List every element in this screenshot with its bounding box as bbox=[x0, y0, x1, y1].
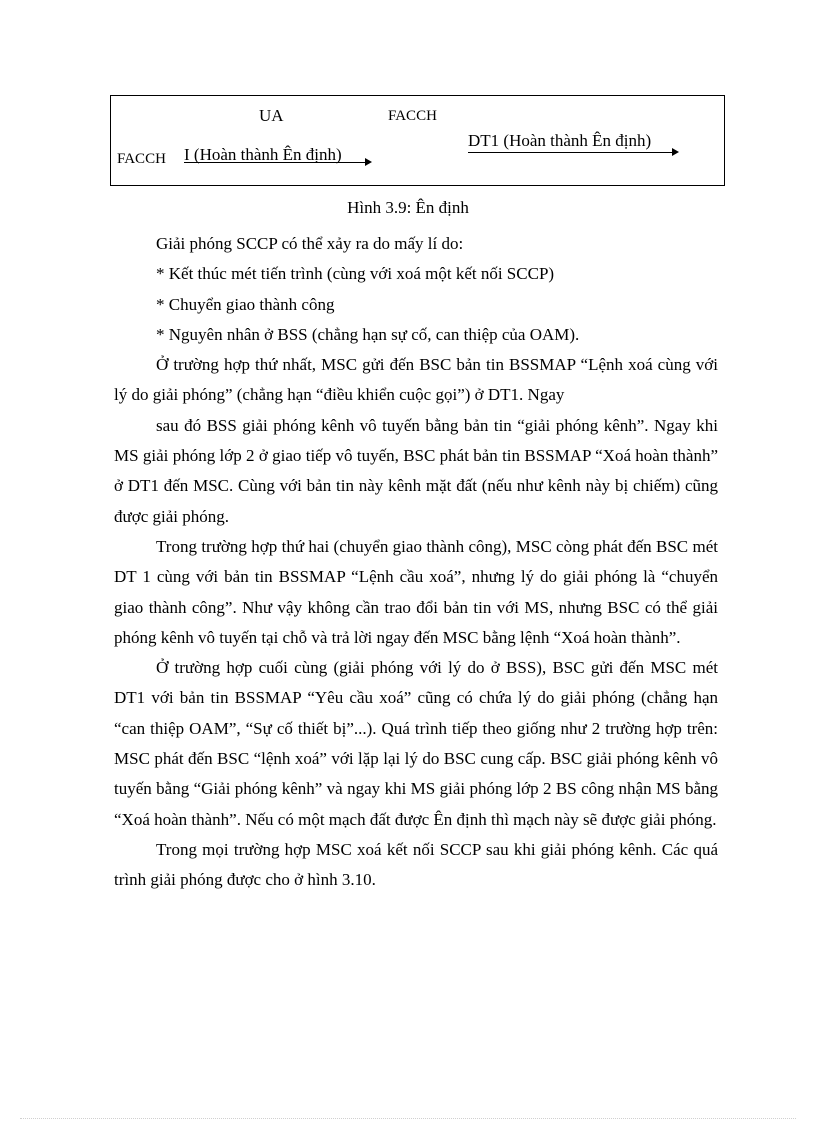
body-text bbox=[114, 229, 718, 896]
label-facch-left: FACCH bbox=[117, 151, 166, 167]
paragraph-case-one: Ở trường hợp thứ nhất, MSC gửi đến BSC bản tin BSSMAP “Lệnh xoá cùng với lý do giải phóng” (chẳng hạn “điều khiển cuộc gọi”) ở DT1. Ngay bbox=[114, 355, 718, 405]
paragraph-case-two: Trong trường hợp thứ hai (chuyển giao thành công), MSC còng phát đến BSC mét DT 1 cùng với bản tin BSSMAP “Lệnh cầu xoá”, nhưng lý do giải phóng là “chuyển giao thành công”. Như vậy không cần trao đổi bản tin với MS, nhưng BSC có thể giải phóng kênh vô tuyến tại chỗ và trả lời ngay đến MSC bằng lệnh “Xoá hoàn thành”. bbox=[114, 536, 718, 647]
arrow-left-line bbox=[184, 162, 366, 163]
arrow-left-head bbox=[365, 158, 372, 166]
bullet-item: * Kết thúc mét tiến trình (cùng với xoá một kết nối SCCP) bbox=[156, 264, 555, 284]
paragraph-conclusion: Trong mọi trường hợp MSC xoá kết nối SCCP sau khi giải phóng kênh. Các quá trình giải phóng được cho ở hình 3.10. bbox=[114, 839, 718, 890]
label-facch-top: FACCH bbox=[388, 108, 437, 124]
figure-diagram bbox=[110, 95, 725, 186]
paragraph-case-one-continued: sau đó BSS giải phóng kênh vô tuyến bằng bản tin “giải phóng kênh”. Ngay khi MS giải phóng lớp 2 ở giao tiếp vô tuyến, BSC phát bản tin BSSMAP “Xoá hoàn thành” ở DT1 đến MSC. Cùng với bản tin này kênh mặt đất (nếu như kênh này bị chiếm) cũng được giải phóng. bbox=[114, 415, 718, 526]
label-ua: UA bbox=[259, 106, 284, 125]
figure-caption: Hình 3.9: Ên định bbox=[347, 198, 469, 217]
paragraph-intro: Giải phóng SCCP có thể xảy ra do mấy lí do: bbox=[156, 234, 464, 253]
arrow-right-line bbox=[468, 152, 673, 153]
arrow-left-label: I (Hoàn thành Ên định) bbox=[184, 145, 342, 164]
page-bottom-divider bbox=[20, 1118, 796, 1119]
bullet-item: * Nguyên nhân ở BSS (chẳng hạn sự cố, can thiệp của OAM). bbox=[156, 324, 580, 344]
paragraph-case-three: Ở trường hợp cuối cùng (giải phóng với lý do ở BSS), BSC gửi đến MSC mét DT1 với bản tin BSSMAP “Yêu cầu xoá” cũng có chứa lý do giải phóng (chẳng hạn “can thiệp OAM”, “Sự cố thiết bị”...). Quá trình tiếp theo giống như 2 trường hợp trên: MSC phát đến BSC “lệnh xoá” với lặp lại lý do BSC cung cấp. BSC giải phóng kênh vô tuyến bằng “Giải phóng kênh” và ngay khi MS giải phóng lớp 2 BS công nhận MS bằng “Xoá hoàn thành”. Nếu có một mạch đất được Ên định thì mạch này sẽ được giải phóng. bbox=[114, 658, 718, 829]
arrow-right-label: DT1 (Hoàn thành Ên định) bbox=[468, 131, 652, 150]
arrow-right-head bbox=[672, 148, 679, 156]
bullet-item: * Chuyển giao thành công bbox=[156, 294, 335, 314]
